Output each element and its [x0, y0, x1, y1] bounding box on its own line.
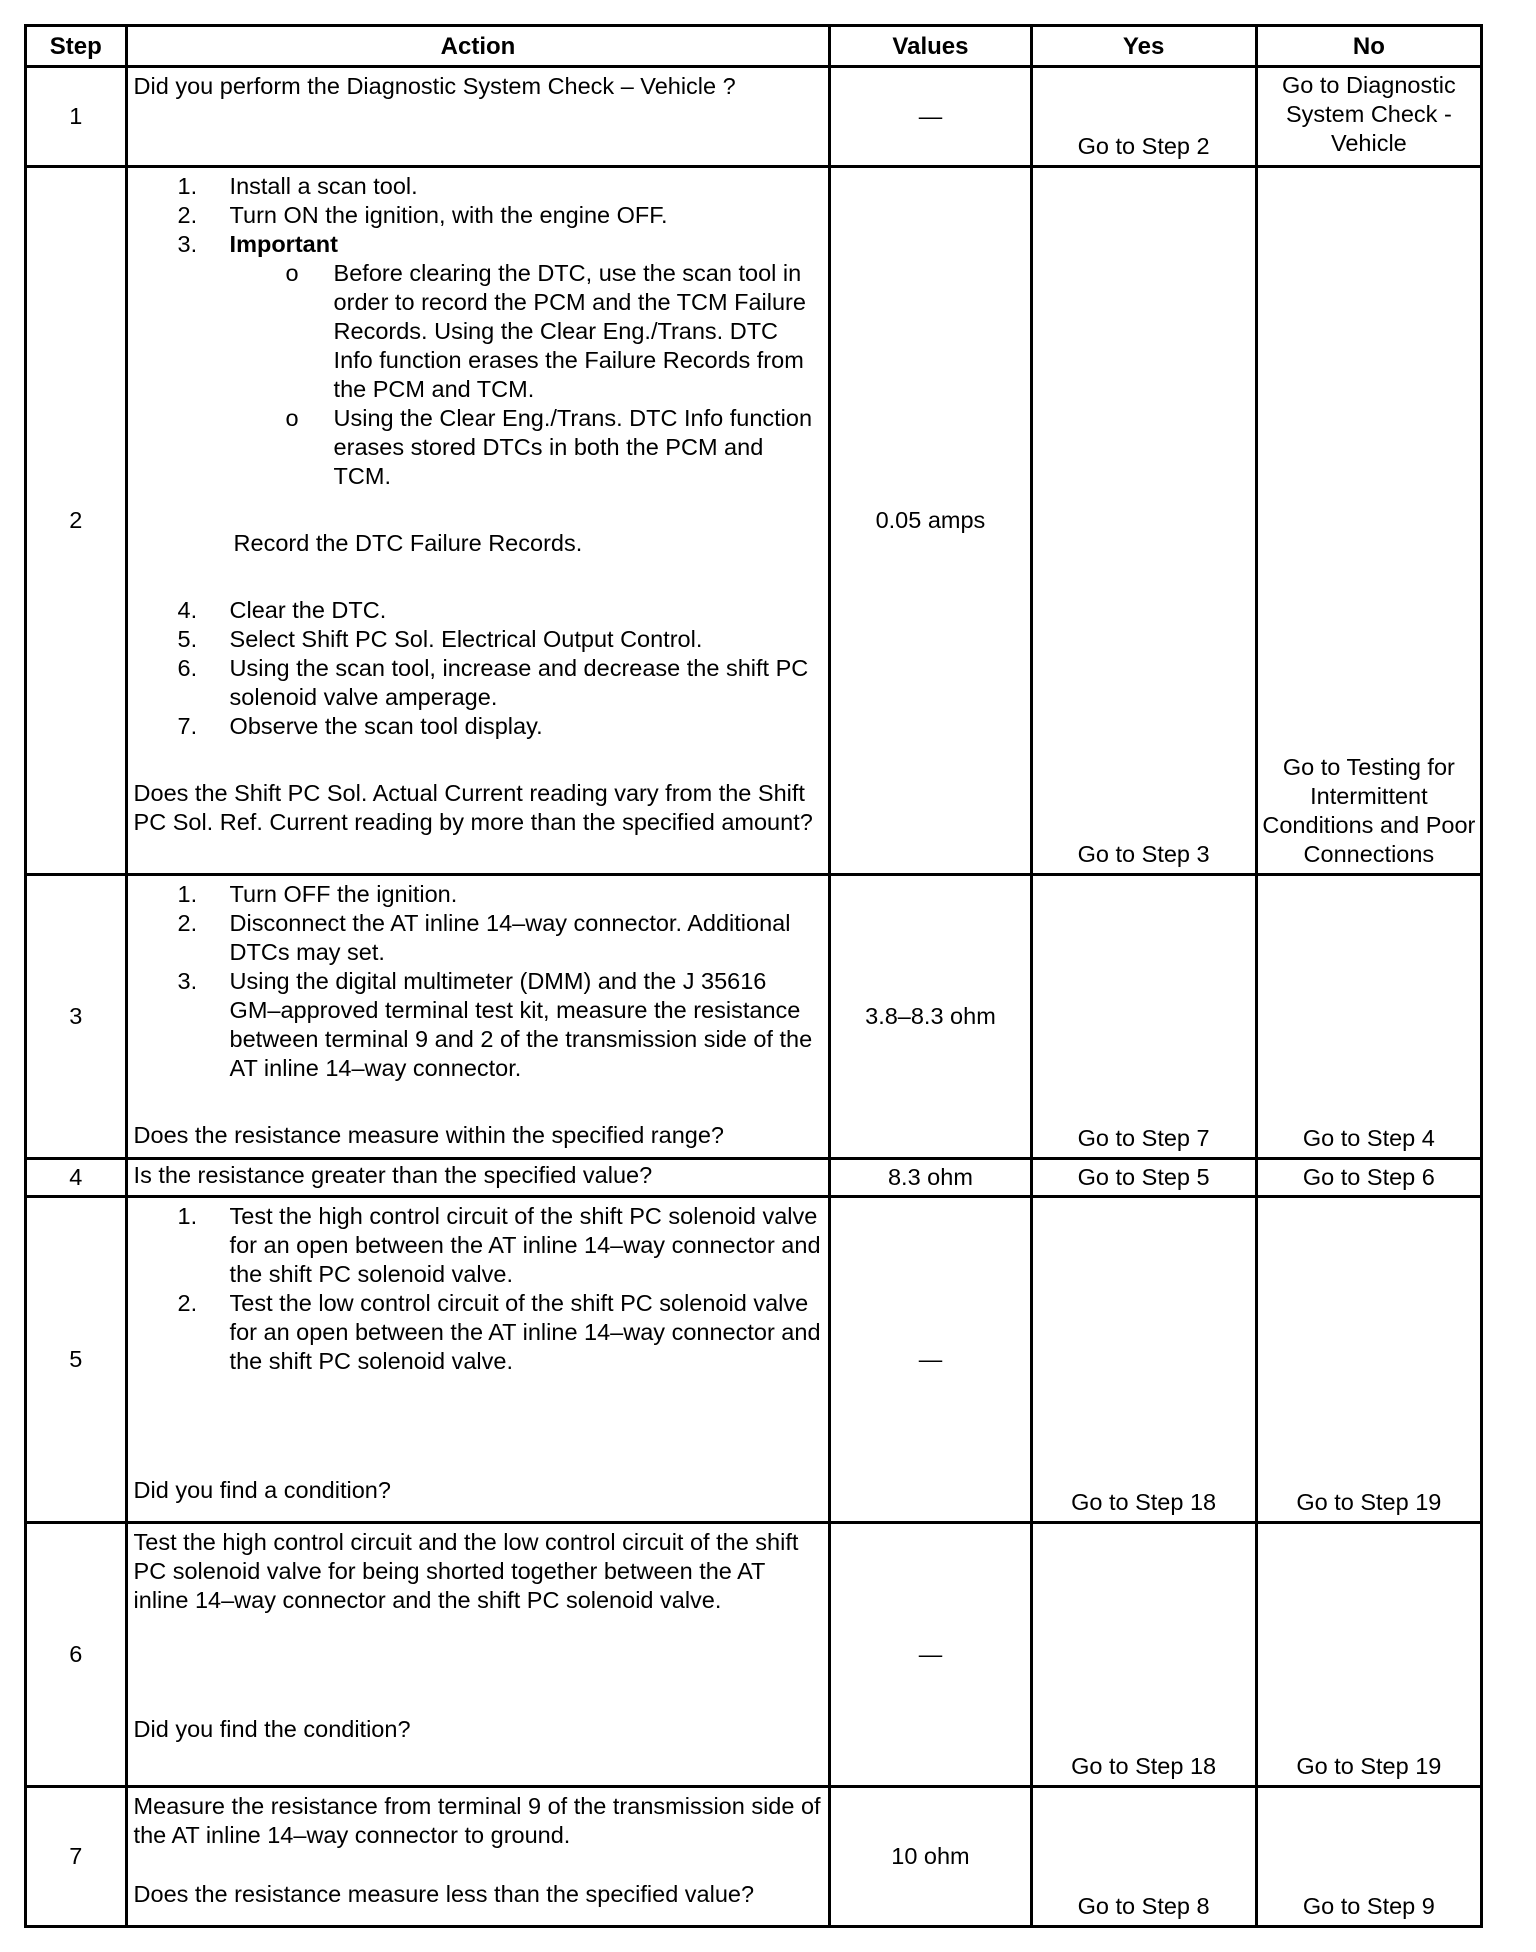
step-number: 2 [26, 167, 127, 875]
header-no: No [1256, 26, 1481, 67]
yes-cell: Go to Step 2 [1031, 67, 1256, 167]
list-item: 1. Install a scan tool. [177, 173, 418, 199]
action-cell [126, 1159, 830, 1197]
value-cell: — [830, 1523, 1031, 1787]
bullet-item: o Using the Clear Eng./Trans. DTC Info function erases stored DTCs in both the PCM and TCM. [285, 405, 813, 489]
list-item: 3. Using the digital multimeter (DMM) and the J 35616 GM–approved terminal test kit, measure the resistance between terminal 9 and 2 of the transmission side of the AT inline 14–way connector. [177, 968, 813, 1081]
question: Does the resistance measure within the specified range? [133, 1122, 724, 1148]
yes-cell: Go to Step 18 [1031, 1197, 1256, 1523]
table-row [26, 1523, 1482, 1787]
no-cell: Go to Step 4 [1256, 875, 1481, 1159]
table-row [26, 1159, 1482, 1197]
note: Record the DTC Failure Records. [233, 530, 583, 556]
step-number: 7 [26, 1787, 127, 1927]
action-cell [126, 1787, 830, 1927]
question: Is the resistance greater than the specified value? [133, 1162, 653, 1188]
no-cell: Go to Step 19 [1256, 1197, 1481, 1523]
list-item: 7. Observe the scan tool display. [177, 713, 543, 739]
table-row [26, 1787, 1482, 1927]
action-cell [126, 1197, 830, 1523]
step-number: 3 [26, 875, 127, 1159]
list-item: 3. Important [177, 231, 338, 257]
action-cell [126, 167, 830, 875]
header-row [26, 26, 1482, 67]
question: Did you perform the Diagnostic System Check – Vehicle ? [133, 73, 736, 99]
question: Did you find the condition? [133, 1716, 411, 1742]
no-cell: Go to Diagnostic System Check - Vehicle [1256, 67, 1481, 167]
question: Does the resistance measure less than the specified value? [133, 1881, 755, 1907]
list-item: 1. Test the high control circuit of the shift PC solenoid valve for an open between the AT inline 14–way connector and the shift PC solenoid valve. [177, 1203, 821, 1287]
yes-cell: Go to Step 3 [1031, 167, 1256, 875]
list-item: 1. Turn OFF the ignition. [177, 881, 458, 907]
table-row [26, 1197, 1482, 1523]
yes-cell: Go to Step 5 [1031, 1159, 1256, 1197]
step-number: 4 [26, 1159, 127, 1197]
no-cell: Go to Step 6 [1256, 1159, 1481, 1197]
question: Did you find a condition? [133, 1477, 391, 1503]
list-item: 5. Select Shift PC Sol. Electrical Output Control. [177, 626, 703, 652]
yes-cell: Go to Step 18 [1031, 1523, 1256, 1787]
bullet-item: o Before clearing the DTC, use the scan tool in order to record the PCM and the TCM Failure Records. Using the Clear Eng./Trans. DTC Info function erases the Failure Records from the PCM and TCM. [285, 260, 806, 402]
value-cell: 8.3 ohm [830, 1159, 1031, 1197]
question: Does the Shift PC Sol. Actual Current reading vary from the Shift PC Sol. Ref. Current reading by more than the specified amount? [133, 780, 813, 835]
action-text: Test the high control circuit and the low control circuit of the shift PC solenoid valve for being shorted together between the AT inline 14–way connector and the shift PC solenoid valve. [133, 1529, 799, 1613]
list-item: 4. Clear the DTC. [177, 597, 387, 623]
action-cell [126, 1523, 830, 1787]
value-cell: 0.05 amps [830, 167, 1031, 875]
list-item: 2. Test the low control circuit of the shift PC solenoid valve for an open between the AT inline 14–way connector and the shift PC solenoid valve. [177, 1290, 821, 1374]
yes-cell: Go to Step 7 [1031, 875, 1256, 1159]
action-cell [126, 67, 830, 167]
list-item: 2. Disconnect the AT inline 14–way connector. Additional DTCs may set. [177, 910, 791, 965]
table-row [26, 67, 1482, 167]
header-action: Action [126, 26, 830, 67]
header-values: Values [830, 26, 1031, 67]
header-step: Step [26, 26, 127, 67]
header-yes: Yes [1031, 26, 1256, 67]
no-cell: Go to Step 9 [1256, 1787, 1481, 1927]
table-row [26, 167, 1482, 875]
step-number: 6 [26, 1523, 127, 1787]
yes-cell: Go to Step 8 [1031, 1787, 1256, 1927]
action-cell [126, 875, 830, 1159]
no-cell: Go to Step 19 [1256, 1523, 1481, 1787]
table-row [26, 875, 1482, 1159]
step-number: 1 [26, 67, 127, 167]
value-cell: — [830, 1197, 1031, 1523]
list-item: 6. Using the scan tool, increase and decrease the shift PC solenoid valve amperage. [177, 655, 809, 710]
list-item: 2. Turn ON the ignition, with the engine OFF. [177, 202, 668, 228]
value-cell: 3.8–8.3 ohm [830, 875, 1031, 1159]
no-cell: Go to Testing for Intermittent Conditions and Poor Connections [1256, 167, 1481, 875]
value-cell: 10 ohm [830, 1787, 1031, 1927]
value-cell: — [830, 67, 1031, 167]
diagnostic-table [24, 24, 1483, 1928]
step-number: 5 [26, 1197, 127, 1523]
action-text: Measure the resistance from terminal 9 of the transmission side of the AT inline 14–way connector to ground. [133, 1793, 821, 1848]
